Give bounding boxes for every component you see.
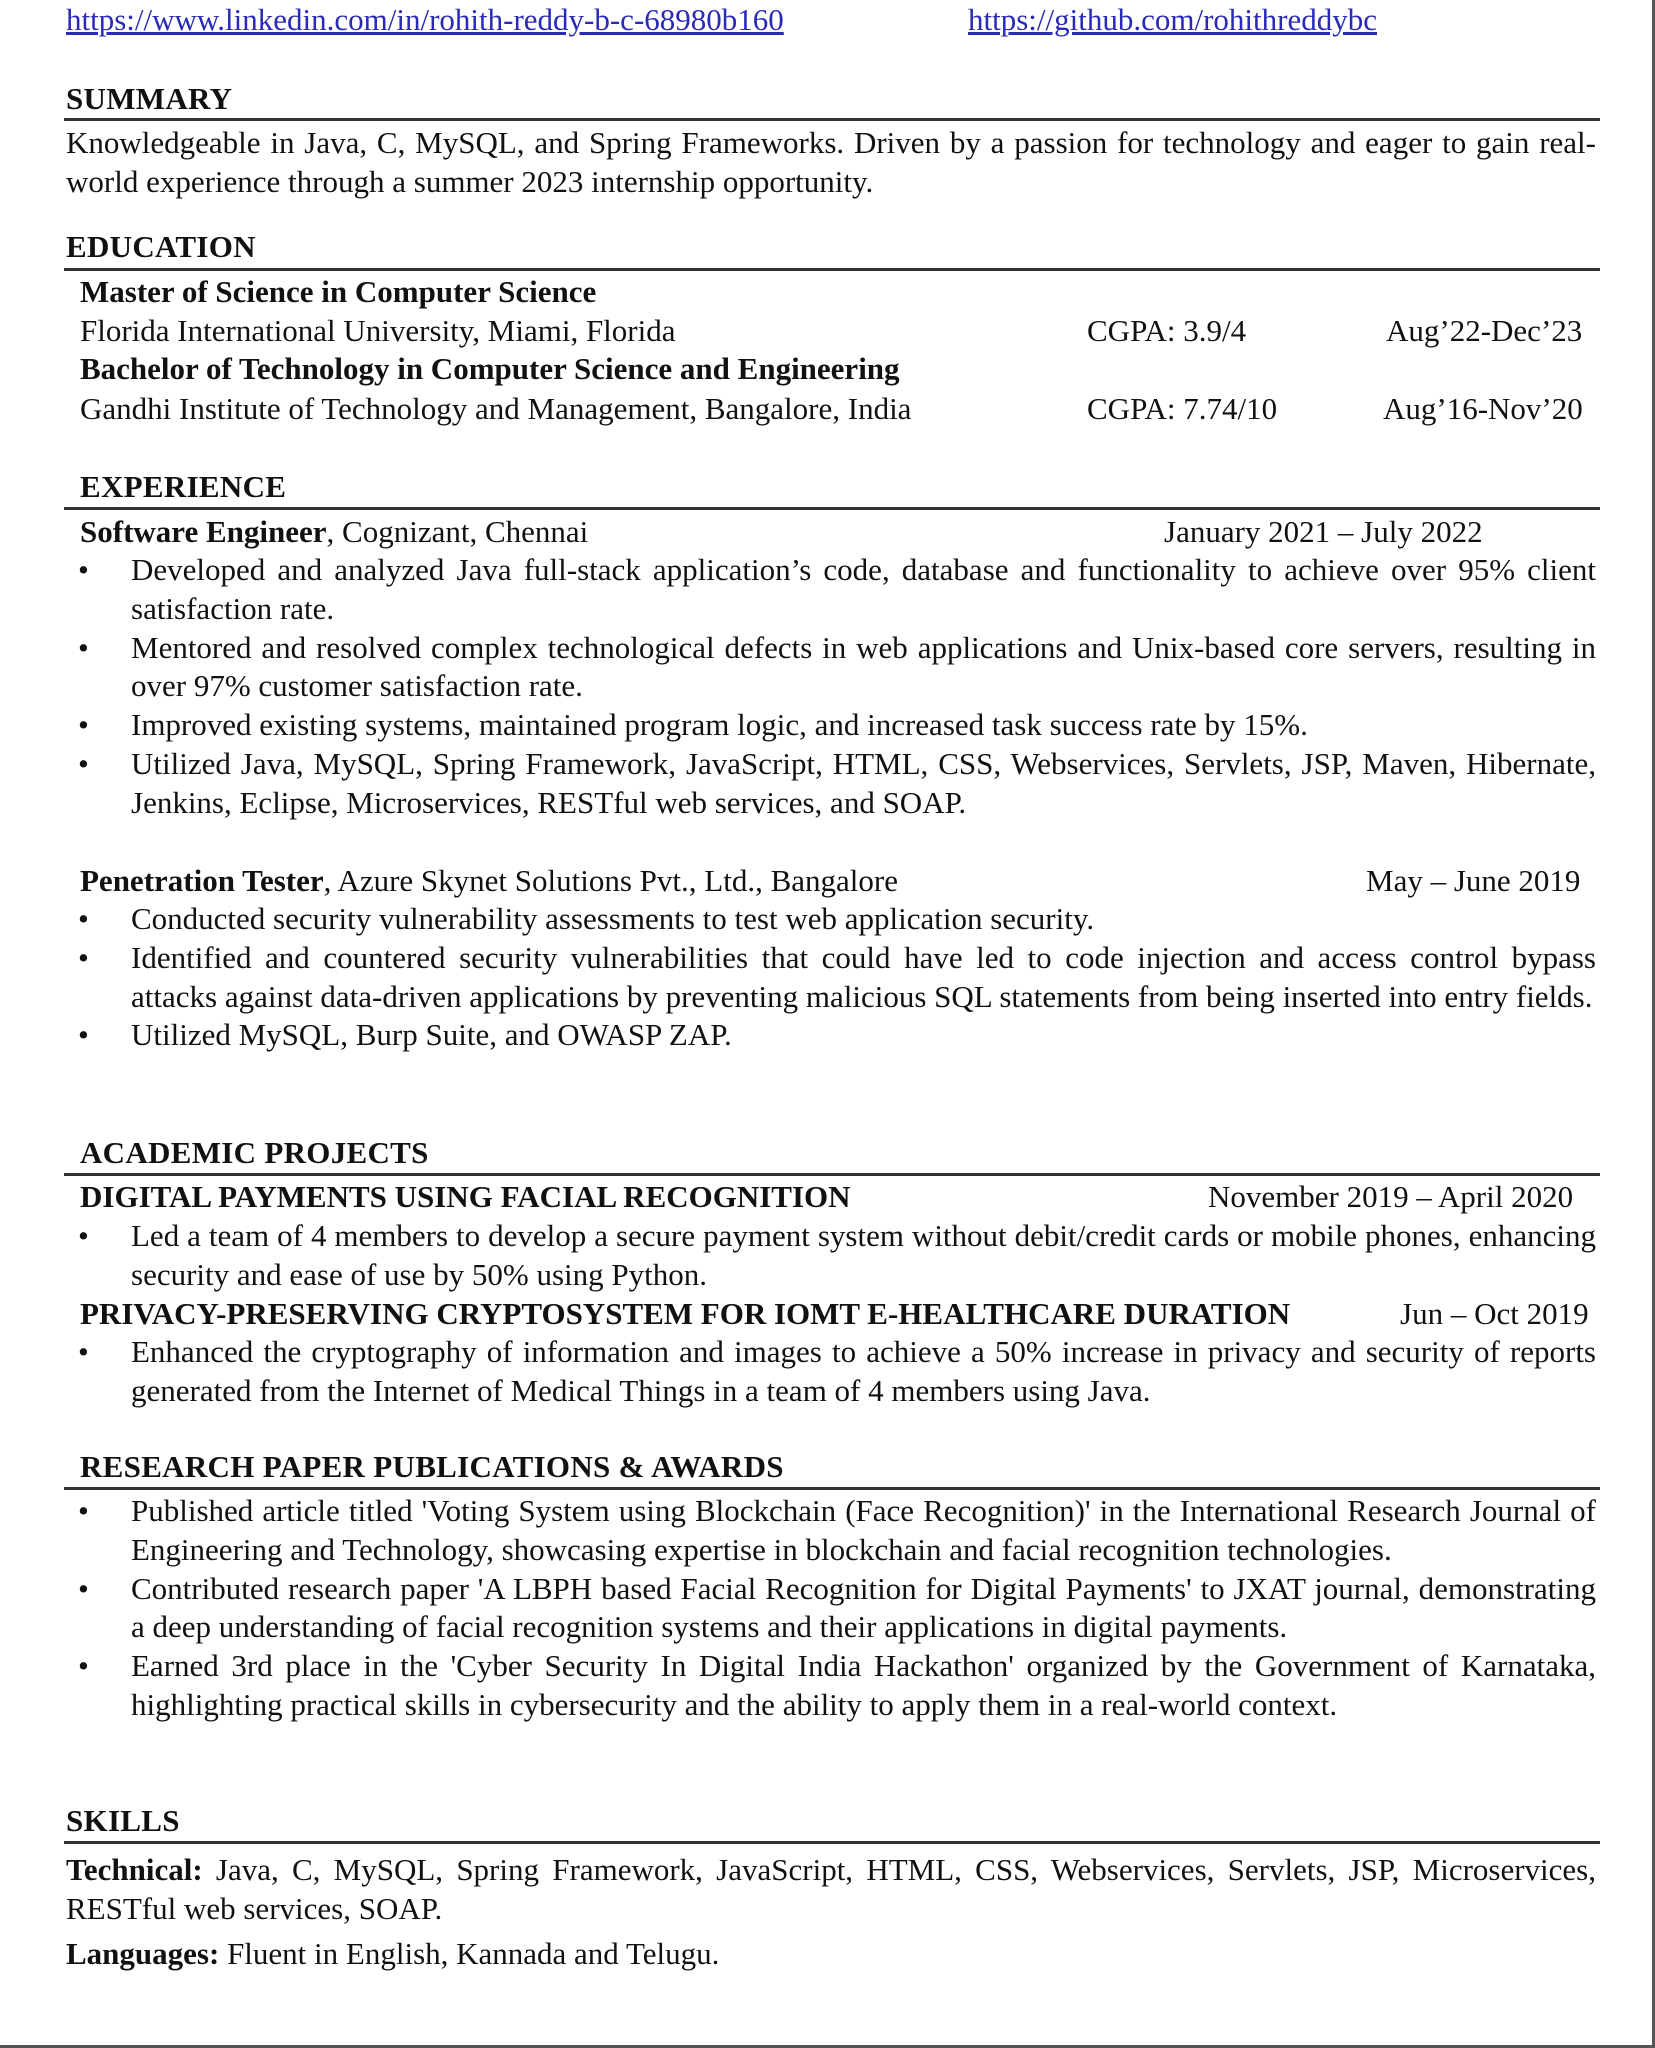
bullet-icon: •: [78, 939, 89, 975]
project-dates: Jun – Oct 2019: [1400, 1296, 1589, 1331]
bullet-icon: •: [78, 707, 89, 743]
bullet-icon: •: [78, 629, 89, 665]
job-company: , Cognizant, Chennai: [326, 514, 589, 549]
summary-text: Knowledgeable in Java, C, MySQL, and Spring Frameworks. Driven by a passion for technology and eager to gain real-world experience through a summer 2023 internship opportunity.: [66, 125, 1596, 199]
bullet-icon: •: [78, 1493, 89, 1528]
skills-languages: [66, 1935, 719, 1973]
job-role: Software Engineer: [80, 514, 327, 549]
project-dates: November 2019 – April 2020: [1208, 1179, 1574, 1214]
education-cgpa-ms: CGPA: 3.9/4: [1087, 313, 1247, 348]
project-bullets: [78, 1217, 1596, 1295]
education-heading: EDUCATION: [66, 229, 256, 264]
skills-divider: [64, 1841, 1600, 1844]
projects-heading: ACADEMIC PROJECTS: [80, 1135, 429, 1170]
bullet-icon: •: [78, 1334, 89, 1369]
project-title: PRIVACY-PRESERVING CRYPTOSYSTEM FOR IOMT E-HEALTHCARE DURATION: [80, 1296, 1291, 1331]
summary-heading: SUMMARY: [66, 81, 233, 116]
bullet-icon: •: [78, 901, 89, 936]
education-school-btech: Gandhi Institute of Technology and Management, Bangalore, India: [80, 391, 912, 426]
job-bullets: [78, 900, 1596, 1055]
linkedin-link[interactable]: https://www.linkedin.com/in/rohith-reddy-b-c-68980b160: [66, 2, 784, 37]
bullet-icon: •: [78, 1218, 89, 1253]
project-bullets: [78, 1333, 1596, 1411]
project-title: DIGITAL PAYMENTS USING FACIAL RECOGNITION: [80, 1179, 851, 1214]
list-item: • Led a team of 4 members to develop a secure payment system without debit/credit cards or mobile phones, enhancing security and ease of use by 50% using Python.: [78, 1218, 1596, 1292]
bullet-icon: •: [78, 1017, 89, 1053]
education-degree-ms: Master of Science in Computer Science: [80, 274, 597, 309]
research-divider: [64, 1487, 1600, 1490]
experience-heading: EXPERIENCE: [80, 469, 287, 504]
experience-divider: [64, 507, 1600, 510]
list-item: • Enhanced the cryptography of information and images to achieve a 50% increase in privacy and security of reports generated from the Internet of Medical Things in a team of 4 members using Java.: [78, 1334, 1596, 1408]
list-item: • Published article titled 'Voting System using Blockchain (Face Recognition)' in the International Research Journal of Engineering and Technology, showcasing expertise in blockchain and facial recognition technologies.: [78, 1493, 1596, 1567]
list-item: • Earned 3rd place in the 'Cyber Security In Digital India Hackathon' organized by the Government of Karnataka, highlighting practical skills in cybersecurity and the ability to apply them in a real-world context.: [78, 1648, 1596, 1722]
skills-technical-label: Technical:: [66, 1852, 203, 1887]
job-dates: May – June 2019: [1366, 863, 1581, 898]
job-dates: January 2021 – July 2022: [1164, 514, 1483, 549]
education-cgpa-btech: CGPA: 7.74/10: [1087, 391, 1278, 426]
bullet-icon: •: [78, 745, 89, 781]
job-company: , Azure Skynet Solutions Pvt., Ltd., Bangalore: [323, 863, 898, 898]
education-dates-ms: Aug’22-Dec’23: [1386, 313, 1583, 348]
skills-languages-label: Languages:: [66, 1936, 220, 1971]
research-bullets: [78, 1492, 1596, 1725]
research-heading: RESEARCH PAPER PUBLICATIONS & AWARDS: [80, 1449, 784, 1484]
education-degree-btech: Bachelor of Technology in Computer Science and Engineering: [80, 351, 900, 386]
education-divider: [64, 268, 1600, 271]
list-item: • Improved existing systems, maintained program logic, and increased task success rate by 15%.: [78, 706, 1596, 745]
job-title-line: [80, 513, 588, 551]
education-school-ms: Florida International University, Miami, Florida: [80, 313, 676, 348]
github-link[interactable]: https://github.com/rohithreddybc: [968, 2, 1377, 37]
education-dates-btech: Aug’16-Nov’20: [1383, 391, 1583, 426]
list-item: • Conducted security vulnerability assessments to test web application security.: [78, 900, 1596, 939]
list-item: • Developed and analyzed Java full-stack application’s code, database and functionality to achieve over 95% client satisfaction rate.: [78, 552, 1596, 626]
list-item: • Mentored and resolved complex technological defects in web applications and Unix-based core servers, resulting in over 97% customer satisfaction rate.: [78, 629, 1596, 704]
job-bullets: [78, 551, 1596, 823]
bullet-icon: •: [78, 1570, 89, 1606]
list-item: • Utilized Java, MySQL, Spring Framework, JavaScript, HTML, CSS, Webservices, Servlets, JSP, Maven, Hibernate, Jenkins, Eclipse, Microservices, RESTful web services, and SOAP.: [78, 745, 1596, 820]
summary-divider: [64, 118, 1600, 121]
list-item: • Utilized MySQL, Burp Suite, and OWASP ZAP.: [78, 1016, 1596, 1055]
projects-divider: [64, 1173, 1600, 1176]
skills-technical: [66, 1851, 1596, 1929]
job-role: Penetration Tester: [80, 863, 324, 898]
job-title-line: [80, 862, 898, 900]
list-item: • Identified and countered security vulnerabilities that could have led to code injection and access control bypass attacks against data-driven applications by preventing malicious SQL statements from being inserted into entry fields.: [78, 939, 1596, 1014]
skills-heading: SKILLS: [66, 1803, 180, 1838]
list-item: • Contributed research paper 'A LBPH based Facial Recognition for Digital Payments' to JXAT journal, demonstrating a deep understanding of facial recognition systems and their applications in digital payments.: [78, 1570, 1596, 1645]
skills-languages-text: Fluent in English, Kannada and Telugu.: [219, 1936, 720, 1971]
bullet-icon: •: [78, 1648, 89, 1684]
skills-technical-text: Java, C, MySQL, Spring Framework, JavaScript, HTML, CSS, Webservices, Servlets, JSP, Microservices, RESTful web services, SOAP.: [66, 1852, 1596, 1926]
bullet-icon: •: [78, 552, 89, 587]
